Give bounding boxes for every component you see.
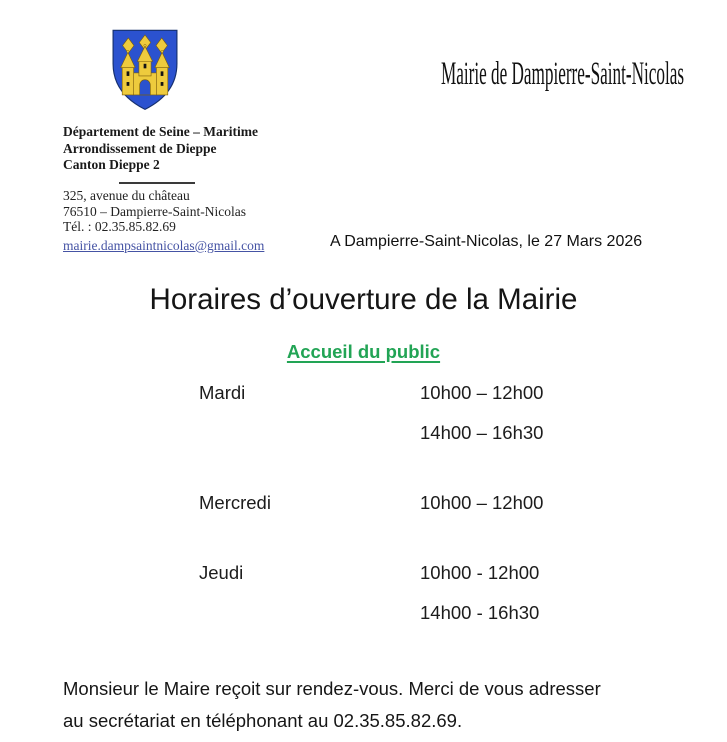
- street-line: 325, avenue du château: [63, 188, 190, 203]
- canton-line: Canton Dieppe 2: [63, 157, 160, 172]
- address-block: [63, 188, 246, 235]
- email-link[interactable]: mairie.dampsaintnicolas@gmail.com: [63, 238, 265, 253]
- subtitle-accueil: Accueil du public: [286, 341, 441, 362]
- org-title: Mairie de Dampierre-Saint-Nicolas: [441, 56, 685, 92]
- page-title: Horaires d’ouverture de la Mairie: [149, 283, 578, 316]
- footer-line-2: au secrétariat en téléphonant au 02.35.85.82.69.: [63, 709, 463, 731]
- date-line: A Dampierre-Saint-Nicolas, le 27 Mars 2026: [330, 233, 643, 250]
- department-block: [63, 124, 258, 174]
- schedule-time-jeudi-2: 14h00 - 16h30: [420, 602, 540, 623]
- schedule-day-jeudi: Jeudi: [199, 562, 244, 583]
- arrondissement-line: Arrondissement de Dieppe: [63, 140, 217, 156]
- coat-of-arms-icon: [107, 26, 183, 116]
- schedule-time-mardi-1: 10h00 – 12h00: [420, 382, 544, 403]
- department-line: Département de Seine – Maritime: [63, 124, 258, 139]
- schedule-day-mardi: Mardi: [199, 382, 246, 403]
- schedule-time-mardi-2: 14h00 – 16h30: [420, 422, 544, 443]
- schedule-time-mercredi-1: 10h00 – 12h00: [420, 492, 544, 513]
- schedule-time-jeudi-1: 10h00 - 12h00: [420, 562, 540, 583]
- footer-note: [63, 673, 683, 736]
- city-line: 76510 – Dampierre-Saint-Nicolas: [63, 203, 246, 219]
- phone-line: Tél. : 02.35.85.82.69: [63, 219, 176, 234]
- schedule-day-mercredi: Mercredi: [199, 492, 271, 513]
- header-divider: [119, 182, 195, 184]
- footer-line-1: Monsieur le Maire reçoit sur rendez-vous. Merci de vous adresser: [63, 678, 601, 699]
